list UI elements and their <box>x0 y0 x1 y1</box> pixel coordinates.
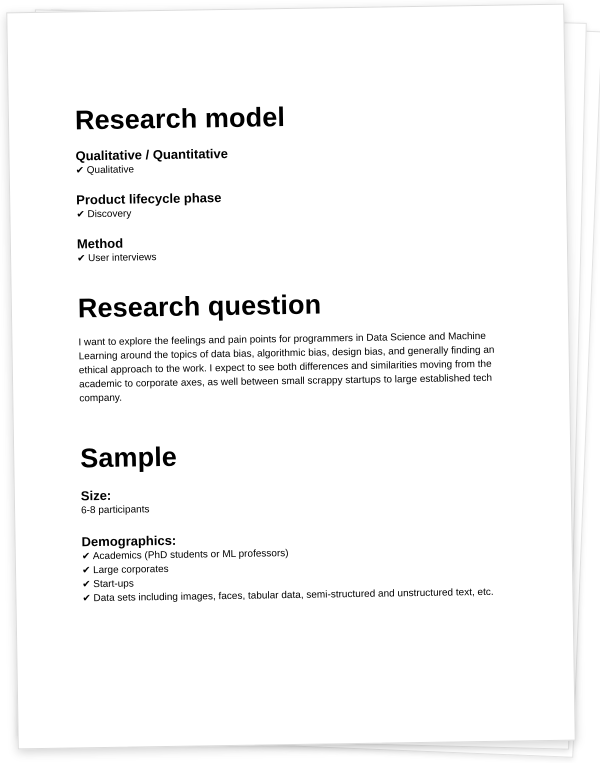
method-heading: Method <box>76 235 124 252</box>
qual-quant-block <box>75 141 515 178</box>
method-block <box>77 229 517 266</box>
qual-quant-text: Qualitative <box>86 164 135 177</box>
list-item-text: Data sets including images, faces, tabular data, semi-structured and unstructured text, etc. <box>93 586 494 605</box>
checkmark-icon: ✔ <box>82 579 91 591</box>
document-page <box>6 4 576 750</box>
list-item-text: Large corporates <box>92 563 169 577</box>
checkmark-icon: ✔ <box>81 551 91 563</box>
sample-size-block <box>81 481 521 518</box>
checkmark-icon: ✔ <box>82 593 91 605</box>
lifecycle-block <box>76 185 516 222</box>
demographics-block <box>81 527 522 606</box>
research-model-title: Research model <box>74 102 286 136</box>
checkmark-icon: ✔ <box>81 565 91 577</box>
list-item-text: Academics (PhD students or ML professors) <box>92 548 289 563</box>
checkmark-icon: ✔ <box>76 209 85 221</box>
sample-title: Sample <box>80 441 178 474</box>
research-question-body: I want to explore the feelings and pain points for programmers in Data Science and Machine Learning around the topics of data bias, algorithmic bias, design bias, and generally finding an ethical approach to the work. I expect to see both differences and similarities moving from the academic to corporate axes, as well between small scrappy startups to large established tech company. <box>78 330 495 405</box>
document-content <box>75 97 523 606</box>
demographics-list <box>82 543 523 606</box>
lifecycle-heading: Product lifecycle phase <box>76 190 222 208</box>
sample-size-heading: Size: <box>80 487 112 504</box>
research-question-section <box>78 285 520 406</box>
research-model-section <box>75 97 517 266</box>
checkmark-icon: ✔ <box>75 165 85 177</box>
sample-section <box>80 435 523 606</box>
lifecycle-text: Discovery <box>87 208 132 221</box>
qual-quant-heading: Qualitative / Quantitative <box>75 145 229 164</box>
list-item-text: Start-ups <box>93 578 134 591</box>
demographics-heading: Demographics: <box>81 532 177 550</box>
research-question-title: Research question <box>77 289 322 324</box>
checkmark-icon: ✔ <box>77 253 86 265</box>
method-text: User interviews <box>88 252 157 265</box>
sample-size-value: 6-8 participants <box>80 504 150 517</box>
